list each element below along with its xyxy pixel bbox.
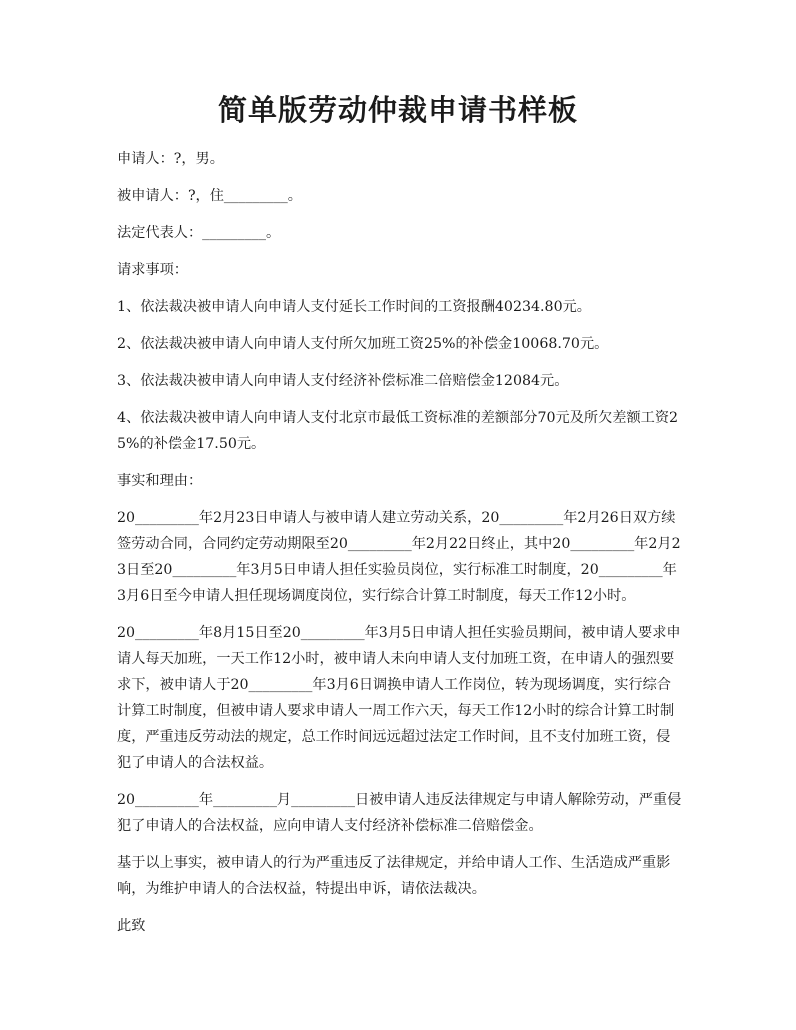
document-body — [117, 146, 683, 950]
claim-item: 3、依法裁决被申请人向申请人支付经济补偿标准二倍赔偿金12084元。 — [117, 373, 569, 389]
page-title: 简单版劳动仲裁申请书样板 — [217, 93, 578, 127]
respondent-line: 被申请人：?，住_________。 — [117, 188, 302, 204]
claim-item: 1、依法裁决被申请人向申请人支付延长工作时间的工资报酬40234.80元。 — [117, 299, 591, 315]
applicant-line: 申请人：?，男。 — [117, 151, 224, 167]
claims-heading: 请求事项： — [117, 262, 188, 278]
facts-paragraph: 20_________年8月15日至20_________年3月5日申请人担任实验员期间，被申请人要求申请人每天加班，一天工作12小时，被申请人未向申请人支付加班工资，在申请人的强烈要求下，被申请人于20_________年3月6日调换申请人工作岗位，转为现场调度，实行综合计算工时制度，但被申请人要求申请人一周工作六天，每天工作12小时的综合计算工时制度，严重违反劳动法的规定，总工作时间远远超过法定工作时间，且不支付加班工资，侵犯了申请人的合法权益。 — [117, 625, 681, 771]
claim-item: 2、依法裁决被申请人向申请人支付所欠加班工资25%的补偿金10068.70元。 — [117, 336, 609, 352]
facts-paragraph: 基于以上事实，被申请人的行为严重违反了法律规定，并给申请人工作、生活造成严重影响，为维护申请人的合法权益，特提出申诉，请依法裁决。 — [117, 855, 671, 897]
closing-line: 此致 — [117, 918, 146, 934]
facts-paragraph: 20_________年_________月_________日被申请人违反法律规定与申请人解除劳动，严重侵犯了申请人的合法权益，应向申请人支付经济补偿标准二倍赔偿金。 — [117, 792, 682, 834]
legal-representative-line: 法定代表人：_________。 — [117, 225, 281, 241]
facts-heading: 事实和理由： — [117, 473, 203, 489]
claim-item: 4、依法裁决被申请人向申请人支付北京市最低工资标准的差额部分70元及所欠差额工资25%的补偿金17.50元。 — [117, 410, 679, 452]
facts-paragraph: 20_________年2月23日申请人与被申请人建立劳动关系，20_________年2月26日双方续签劳动合同，合同约定劳动期限至20_________年2月22日终止，其中20_________年2月23日至20_________年3月5日申请人担任实验员岗位，实行标准工时制度，20_________年3月6日至今申请人担任现场调度岗位，实行综合计算工时制度，每天工作12小时。 — [117, 510, 681, 604]
